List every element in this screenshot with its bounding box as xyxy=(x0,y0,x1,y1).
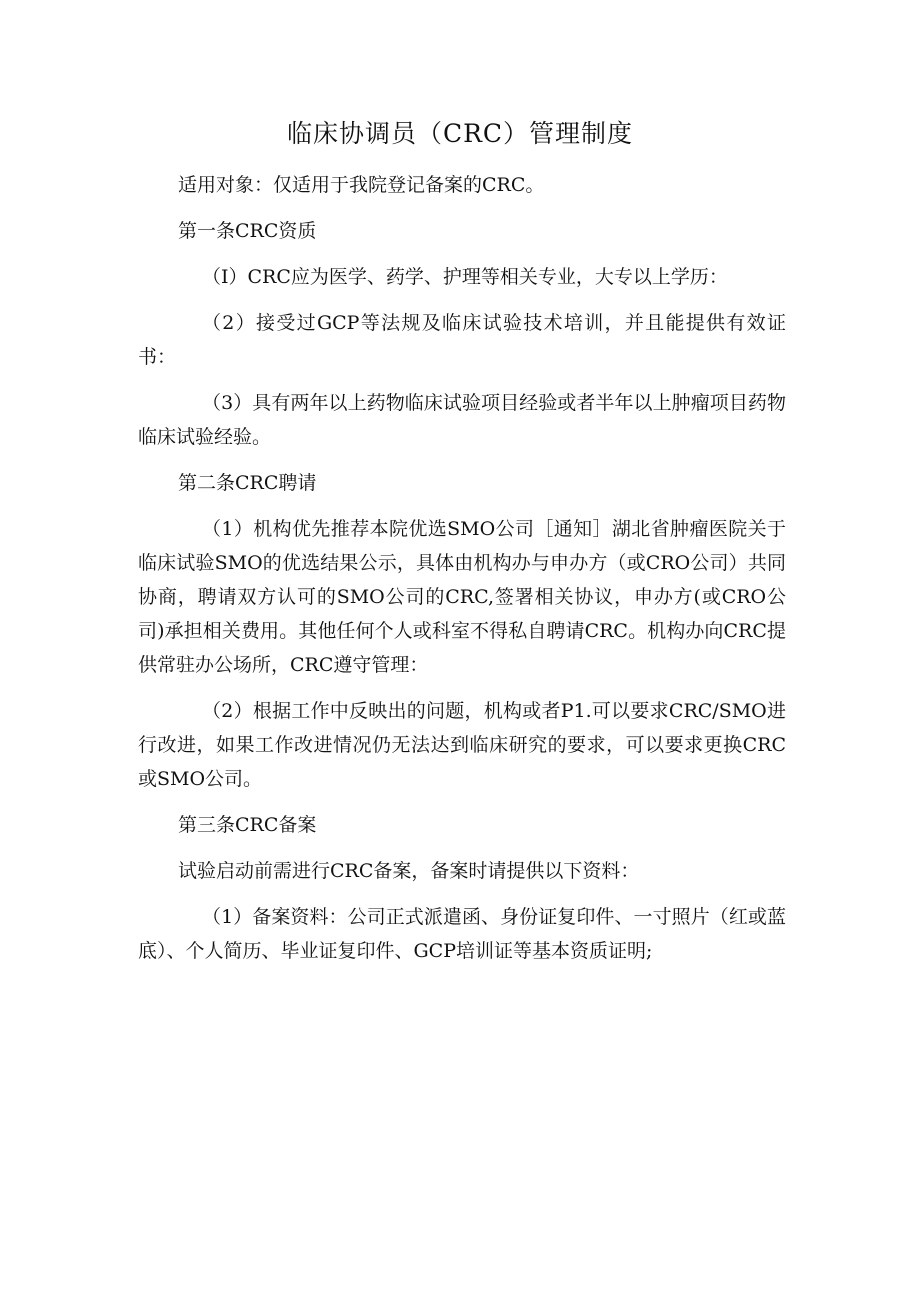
article2-heading: 第二条CRC聘请 xyxy=(178,472,317,494)
scope-paragraph: 适用对象：仅适用于我院登记备案的CRC。 xyxy=(178,174,545,196)
article2-item1: （1）机构优先推荐本院优选SMO公司［通知］湖北省肿瘤医院关于临床试验SMO的优选结果公示，具体由机构办与申办方（或CRO公司）共同协商，聘请双方认可的SMO公司的CRC,签署相关协议，申办方(或CRO公司)承担相关费用。其他任何个人或科室不得私自聘请CRC。机构办向CRC提供常驻办公场所，CRC遵守管理： xyxy=(138,518,786,676)
article3-heading: 第三条CRC备案 xyxy=(178,814,317,836)
article3-item1: （1）备案资料：公司正式派遣函、身份证复印件、一寸照片（红或蓝底）、个人简历、毕业证复印件、GCP培训证等基本资质证明; xyxy=(138,906,786,962)
article1-item3: （3）具有两年以上药物临床试验项目经验或者半年以上肿瘤项目药物临床试验经验。 xyxy=(138,392,786,448)
document-title: 临床协调员（CRC）管理制度 xyxy=(286,119,634,148)
article1-item1: （I）CRC应为医学、药学、护理等相关专业，大专以上学历： xyxy=(202,266,728,288)
article1-heading: 第一条CRC资质 xyxy=(178,220,317,242)
document-body xyxy=(138,168,786,968)
article1-item2: （2）接受过GCP等法规及临床试验技术培训，并且能提供有效证书： xyxy=(138,312,786,368)
article3-intro: 试验启动前需进行CRC备案，备案时请提供以下资料： xyxy=(178,860,640,882)
article2-item2: （2）根据工作中反映出的问题，机构或者P1.可以要求CRC/SMO进行改进，如果工作改进情况仍无法达到临床研究的要求，可以要求更换CRC或SMO公司。 xyxy=(138,700,786,790)
